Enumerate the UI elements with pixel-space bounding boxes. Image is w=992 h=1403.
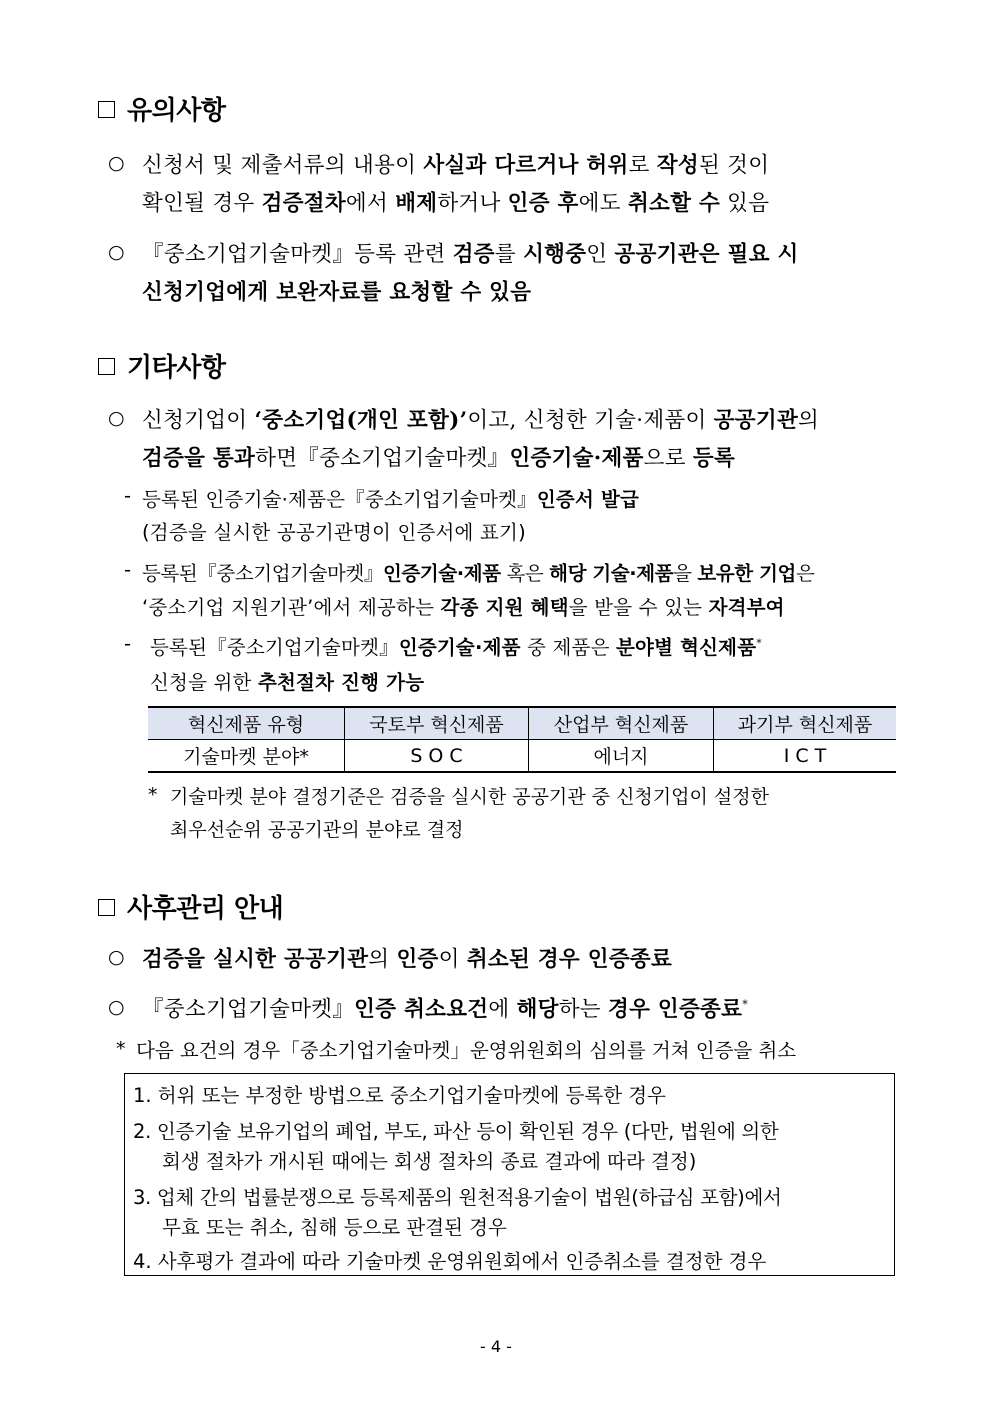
- table-header-cell: 국토부 혁신제품: [345, 707, 529, 740]
- requirement-4-line-1: 4. 사후평가 결과에 따라 기술마켓 운영위원회에서 인증취소를 결정한 경우: [133, 1250, 767, 1273]
- requirement-3-line-1: 3. 업체 간의 법률분쟁으로 등록제품의 원천적용기술이 법원(하급심 포함)에서: [133, 1186, 782, 1209]
- requirement-2-line-1: 2. 인증기술 보유기업의 폐업, 부도, 파산 등이 확인된 경우 (다만, 법원에 의한: [133, 1120, 779, 1143]
- after-bullet-1: 검증을 실시한 공공기관의 인증이 취소된 경우 인증종료: [142, 947, 673, 972]
- table-cell: I C T: [714, 740, 897, 773]
- footnote-asterisk: *: [148, 784, 158, 806]
- notes-bullet-1-line-2: 확인될 경우 검증절차에서 배제하거나 인증 후에도 취소할 수 있음: [142, 191, 770, 216]
- requirement-2-line-2: 회생 절차가 개시된 때에는 회생 절차의 종료 결과에 따라 결정): [162, 1150, 697, 1173]
- checkbox-square-icon: [98, 358, 115, 375]
- notes-bullet-1-line-1: 신청서 및 제출서류의 내용이 사실과 다르거나 허위로 작성된 것이: [142, 153, 770, 178]
- bullet-circle-icon: ○: [108, 407, 125, 429]
- others-dash-3-line-1: 등록된『중소기업기술마켓』인증기술·제품 중 제품은 분야별 혁신제품*: [150, 636, 762, 659]
- others-footnote-line-1: 기술마켓 분야 결정기준은 검증을 실시한 공공기관 중 신청기업이 설정한: [170, 786, 769, 808]
- table-header-cell: 과기부 혁신제품: [714, 707, 897, 740]
- page-number: - 4 -: [480, 1337, 512, 1356]
- others-bullet-1-line-1: 신청기업이 ‘중소기업(개인 포함)’이고, 신청한 기술·제품이 공공기관의: [142, 408, 820, 433]
- notes-bullet-2-line-2: 신청기업에게 보완자료를 요청할 수 있음: [142, 280, 532, 305]
- dash-marker: -: [124, 558, 132, 581]
- others-dash-2-line-2: ‘중소기업 지원기관’에서 제공하는 각종 지원 혜택을 받을 수 있는 자격부여: [142, 596, 785, 619]
- checkbox-square-icon: [98, 101, 115, 118]
- dash-marker: -: [124, 484, 132, 507]
- table-cell: 에너지: [529, 740, 714, 773]
- checkbox-square-icon: [98, 899, 115, 916]
- notes-bullet-2-line-1: 『중소기업기술마켓』등록 관련 검증를 시행중인 공공기관은 필요 시: [142, 242, 799, 267]
- requirement-1-line-1: 1. 허위 또는 부정한 방법으로 중소기업기술마켓에 등록한 경우: [133, 1084, 666, 1107]
- bullet-circle-icon: ○: [108, 996, 125, 1018]
- dash-marker: -: [124, 632, 132, 655]
- bullet-circle-icon: ○: [108, 946, 125, 968]
- requirement-3-line-2: 무효 또는 취소, 침해 등으로 판결된 경우: [162, 1216, 507, 1239]
- others-dash-1-line-1: 등록된 인증기술·제품은『중소기업기술마켓』인증서 발급: [142, 488, 640, 511]
- table-cell: 기술마켓 분야*: [148, 740, 345, 773]
- others-dash-1-line-2: (검증을 실시한 공공기관명이 인증서에 표기): [142, 521, 526, 544]
- after-footnote: 다음 요건의 경우「중소기업기술마켓」운영위원회의 심의를 거쳐 인증을 취소: [136, 1039, 797, 1062]
- table-header-cell: 산업부 혁신제품: [529, 707, 714, 740]
- footnote-asterisk: *: [116, 1038, 126, 1060]
- bullet-circle-icon: ○: [108, 152, 125, 174]
- table-header-row: [148, 707, 896, 740]
- table-header-cell: 혁신제품 유형: [148, 707, 345, 740]
- after-bullet-2: 『중소기업기술마켓』인증 취소요건에 해당하는 경우 인증종료*: [142, 997, 749, 1022]
- section-heading-others: 기타사항: [98, 347, 225, 384]
- others-dash-2-line-1: 등록된『중소기업기술마켓』인증기술·제품 혹은 해당 기술·제품을 보유한 기업은: [142, 562, 815, 585]
- table-row: [148, 740, 896, 773]
- others-bullet-1-line-2: 검증을 통과하면『중소기업기술마켓』인증기술·제품으로 등록: [142, 446, 736, 471]
- bullet-circle-icon: ○: [108, 241, 125, 263]
- table-cell: S O C: [345, 740, 529, 773]
- innovation-product-table: [148, 706, 896, 773]
- others-dash-3-line-2: 신청을 위한 추천절차 진행 가능: [150, 671, 425, 694]
- section-heading-notes: 유의사항: [98, 90, 225, 127]
- others-footnote-line-2: 최우선순위 공공기관의 분야로 결정: [170, 819, 464, 841]
- section-heading-after-care: 사후관리 안내: [98, 888, 283, 925]
